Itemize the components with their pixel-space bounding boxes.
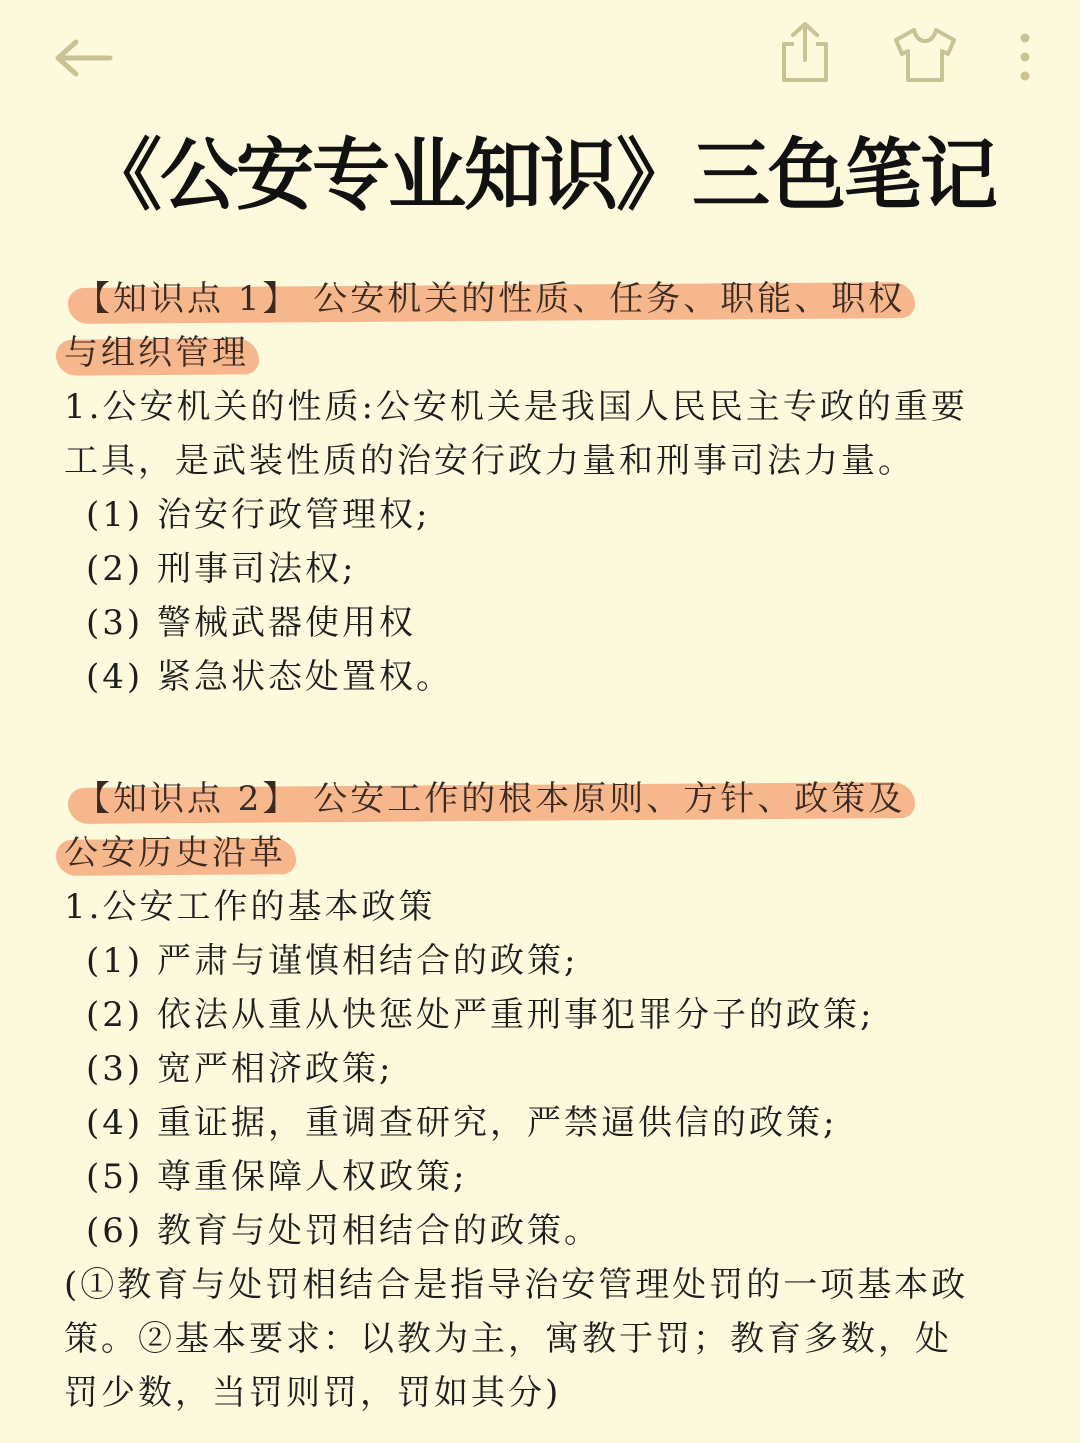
section-1-body-line-2: 工具，是武装性质的治安行政力量和刑事司法力量。 <box>64 441 915 481</box>
share-button[interactable] <box>776 20 834 84</box>
page-title: 《公安专业知识》三色笔记 <box>83 131 996 221</box>
note-line: (①教育与处罚相结合是指导治安管理处罚的一项基本政 <box>64 1265 969 1305</box>
list-item: (2) 刑事司法权; <box>86 549 357 589</box>
highlighted-heading: 【知识点 1】 公安机关的性质、任务、职能、职权 <box>76 272 905 326</box>
list-item: (3) 警械武器使用权 <box>86 603 416 643</box>
section-1-heading-line-2 <box>64 326 1024 380</box>
section-2-body-line-1: 1.公安工作的基本政策 <box>64 887 436 927</box>
highlighted-heading: 公安历史沿革 <box>64 826 286 880</box>
note-line: 罚少数，当罚则罚，罚如其分) <box>64 1373 562 1413</box>
share-icon <box>776 20 834 84</box>
highlighted-heading: 与组织管理 <box>64 326 249 380</box>
list-item: (6) 教育与处罚相结合的政策。 <box>86 1211 601 1251</box>
back-button[interactable] <box>54 36 114 80</box>
section-2-heading-line-2 <box>64 826 1024 880</box>
list-item: (4) 重证据，重调查研究，严禁逼供信的政策; <box>86 1103 838 1143</box>
list-item: (3) 宽严相济政策; <box>86 1049 394 1089</box>
list-item: (4) 紧急状态处置权。 <box>86 657 453 697</box>
more-vertical-icon <box>1010 30 1040 84</box>
arrow-left-icon <box>54 36 114 80</box>
section-1-body-line-1: 1.公安机关的性质:公安机关是我国人民民主专政的重要 <box>64 387 968 427</box>
highlighted-heading: 【知识点 2】 公安工作的根本原则、方针、政策及 <box>76 772 905 826</box>
list-item: (1) 严肃与谨慎相结合的政策; <box>86 941 579 981</box>
section-1-heading-line-1 <box>64 272 1024 326</box>
theme-shirt-button[interactable] <box>892 26 958 84</box>
top-toolbar <box>0 0 1080 110</box>
list-item: (2) 依法从重从快惩处严重刑事犯罪分子的政策; <box>86 995 875 1035</box>
list-item: (5) 尊重保障人权政策; <box>86 1157 468 1197</box>
more-options-button[interactable] <box>1010 30 1040 84</box>
note-line: 策。②基本要求：以教为主，寓教于罚；教育多数，处 <box>64 1319 952 1359</box>
notes-content <box>64 272 1024 1420</box>
tshirt-icon <box>892 26 958 84</box>
list-item: (1) 治安行政管理权; <box>86 495 431 535</box>
section-2-heading-line-1 <box>64 772 1024 826</box>
